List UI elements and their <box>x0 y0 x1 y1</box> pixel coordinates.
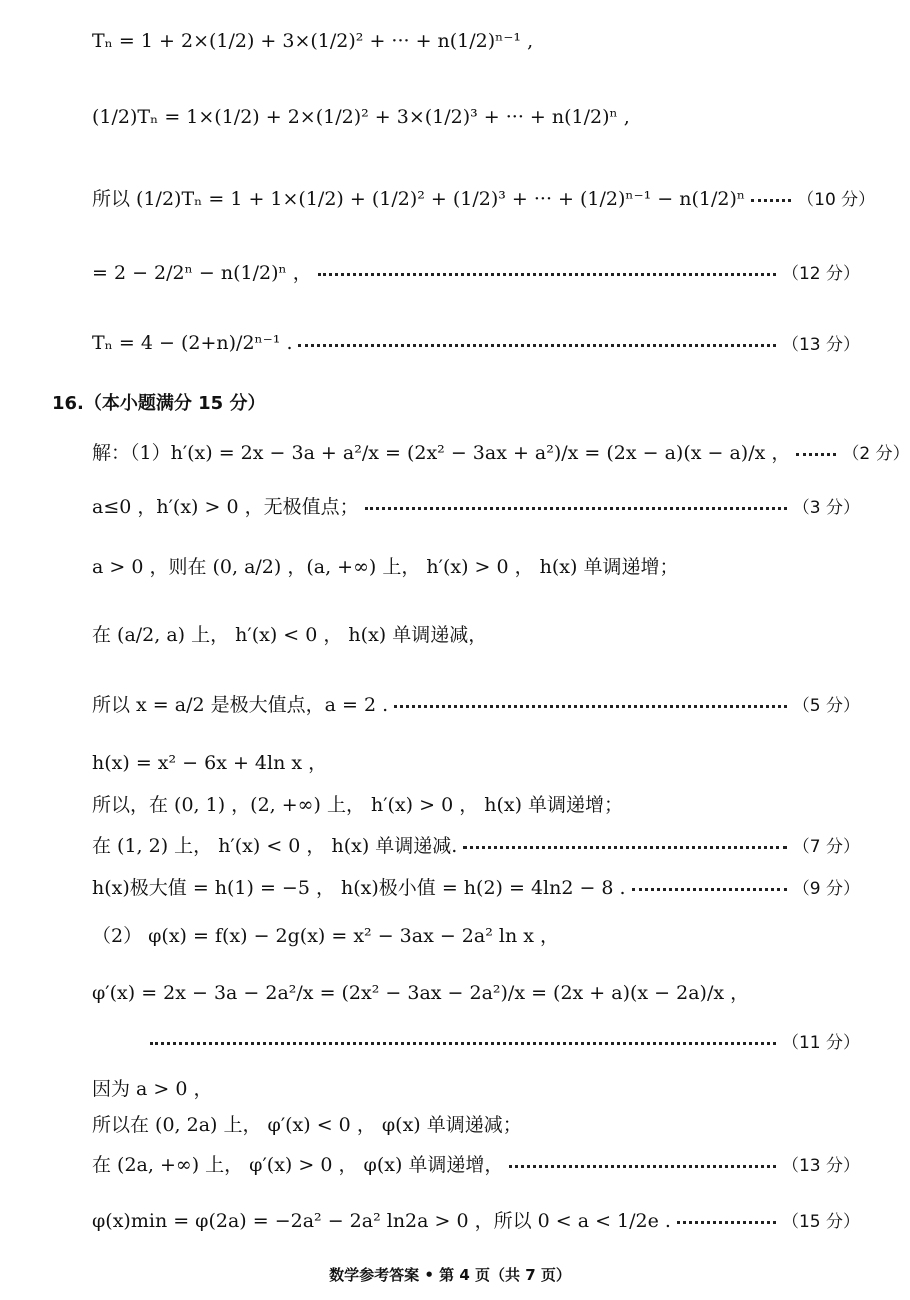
formula-line <box>92 492 860 519</box>
formula-line <box>92 831 860 858</box>
formula-line <box>92 748 860 775</box>
formula-line <box>92 790 860 817</box>
formula-line <box>92 921 860 948</box>
leader-dots <box>365 507 787 510</box>
line-text: φ(x)min = φ(2a) = −2a² − 2a² ln2a > 0 ，所以 0 < a < 1/2e . <box>92 1210 671 1232</box>
line-text: φ′(x) = 2x − 3a − 2a²/x = (2x² − 3ax − 2a²)/x = (2x + a)(x − 2a)/x ， <box>92 982 750 1004</box>
line-text: 解：（1）h′(x) = 2x − 3a + a²/x = (2x² − 3ax + a²)/x = (2x − a)(x − a)/x ， <box>92 442 791 464</box>
formula-line <box>92 1074 860 1101</box>
score-label: （15 分） <box>781 1212 860 1232</box>
formula-line <box>92 438 910 465</box>
leader-dots <box>509 1165 776 1168</box>
score-label: （7 分） <box>792 837 860 857</box>
formula-line <box>92 30 860 52</box>
line-text: h(x) = x² − 6x + 4ln x ， <box>92 752 328 774</box>
score-label: （3 分） <box>792 498 860 518</box>
formula-line <box>92 690 860 717</box>
line-text: 16.（本小题满分 15 分） <box>52 393 266 414</box>
formula-line <box>92 552 860 579</box>
score-label: （9 分） <box>792 879 860 899</box>
line-text: a≤0 ，h′(x) > 0 ，无极值点； <box>92 496 359 518</box>
score-label: （13 分） <box>781 1156 860 1176</box>
line-text: (1/2)Tₙ = 1×(1/2) + 2×(1/2)² + 3×(1/2)³ + ··· + n(1/2)ⁿ , <box>92 106 630 128</box>
formula-line <box>92 978 860 1005</box>
leader-dots <box>318 273 776 276</box>
formula-line <box>92 1110 860 1137</box>
line-text: 因为 a > 0 ， <box>92 1078 213 1100</box>
leader-dots <box>677 1221 776 1224</box>
line-text: 所以在 (0, 2a) 上， φ′(x) < 0 ， φ(x) 单调递减； <box>92 1114 522 1136</box>
leader-dots <box>463 846 786 849</box>
formula-line <box>92 873 860 900</box>
score-label: （10 分） <box>797 190 876 210</box>
formula-line <box>92 258 860 285</box>
page-footer: 数学参考答案 • 第 4 页（共 7 页） <box>329 1266 571 1284</box>
line-text: = 2 − 2/2ⁿ − n(1/2)ⁿ ， <box>92 262 312 284</box>
line-text: 在 (1, 2) 上， h′(x) < 0 ， h(x) 单调递减. <box>92 835 458 857</box>
formula-line <box>92 184 876 211</box>
line-text: a > 0 ，则在 (0, a/2) ，(a, +∞) 上， h′(x) > 0 ， h(x) 单调递增； <box>92 556 679 578</box>
formula-line <box>92 330 860 355</box>
score-label: （11 分） <box>781 1033 860 1053</box>
leader-dots <box>796 453 836 456</box>
line-text: h(x)极大值 = h(1) = −5 ， h(x)极小值 = h(2) = 4ln2 − 8 . <box>92 877 626 899</box>
leader-dots <box>751 199 791 202</box>
score-label: （5 分） <box>792 696 860 716</box>
leader-dots <box>150 1042 776 1045</box>
question-heading <box>52 389 860 415</box>
line-text: 在 (a/2, a) 上， h′(x) < 0 ， h(x) 单调递减， <box>92 624 488 646</box>
formula-line <box>92 1150 860 1177</box>
leader-dots <box>394 705 787 708</box>
leader-dots <box>632 888 787 891</box>
leader-dots <box>298 344 775 347</box>
score-label: （2 分） <box>842 444 910 464</box>
line-text: Tₙ = 4 − (2+n)/2ⁿ⁻¹ . <box>92 331 293 354</box>
line-text: 所以，在 (0, 1) ，(2, +∞) 上， h′(x) > 0 ， h(x) 单调递增； <box>92 794 624 816</box>
line-text: （2） φ(x) = f(x) − 2g(x) = x² − 3ax − 2a² ln x ， <box>92 925 559 947</box>
line-text: 所以 x = a/2 是极大值点，a = 2 . <box>92 694 389 716</box>
formula-line <box>92 1206 860 1233</box>
score-label: （12 分） <box>781 264 860 284</box>
line-text: Tₙ = 1 + 2×(1/2) + 3×(1/2)² + ··· + n(1/2)ⁿ⁻¹ , <box>92 30 534 52</box>
formula-line <box>92 620 860 647</box>
formula-line <box>92 106 860 128</box>
line-text: 所以 (1/2)Tₙ = 1 + 1×(1/2) + (1/2)² + (1/2)³ + ··· + (1/2)ⁿ⁻¹ − n(1/2)ⁿ <box>92 188 746 210</box>
formula-line <box>92 1028 860 1053</box>
score-label: （13 分） <box>781 335 860 355</box>
line-text: 在 (2a, +∞) 上， φ′(x) > 0 ， φ(x) 单调递增， <box>92 1154 504 1176</box>
